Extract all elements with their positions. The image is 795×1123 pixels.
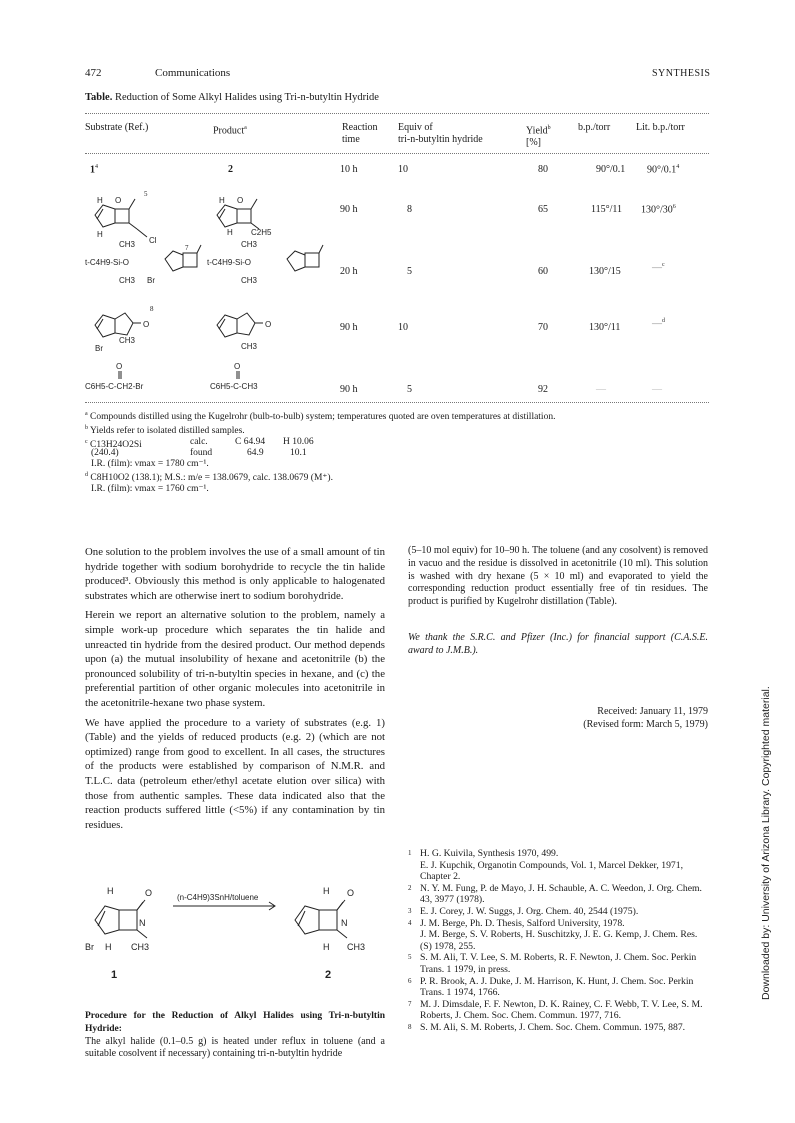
svg-text:CH3: CH3	[131, 942, 150, 952]
svg-text:H: H	[105, 942, 112, 952]
cell-yield: 70	[538, 322, 548, 333]
cell-lit	[652, 318, 665, 329]
cell-yield: 92	[538, 384, 548, 395]
reference-item	[408, 860, 708, 883]
col-product	[213, 122, 247, 137]
scheme-compound-2	[295, 900, 347, 938]
ref-sup-row3: 7	[185, 244, 189, 252]
section-title: Communications	[155, 67, 231, 79]
references	[408, 848, 708, 1034]
col-bp: b.p./torr	[578, 122, 611, 133]
row2-h-top: H	[97, 196, 103, 205]
cell-lit	[641, 204, 676, 215]
col-reaction-time-l2: time	[342, 134, 360, 145]
row2p-h-top: H	[219, 196, 225, 205]
table-bottom-rule	[85, 402, 709, 403]
procedure-title: Procedure for the Reduction of Alkyl Halides using Tri-n-butyltin Hydride:	[85, 1011, 385, 1034]
cell-time: 20 h	[340, 266, 358, 277]
product-row3-structure	[287, 245, 323, 271]
cell-substrate	[90, 164, 98, 175]
table-footnotes	[85, 409, 705, 495]
svg-text:O: O	[145, 888, 153, 898]
row3-ch3-bottom: CH3	[119, 276, 136, 285]
reference-text: J. M. Berge, S. V. Roberts, H. Suschitzky, J. E. G. Kemp, J. Chem. Res. (S) 1978, 255.	[420, 929, 698, 952]
svg-text:O: O	[347, 888, 355, 898]
row5p-o: O	[234, 362, 241, 371]
col-product-sup: a	[244, 125, 247, 131]
table-header-rule	[85, 153, 709, 154]
right-column-paragraph: (5–10 mol equiv) for 10–90 h. The toluene (and any cosolvent) is removed in vacuo and the residue is dissolved in acetonitrile (10 ml). This solution is washed with dry hexane (5 × 10 ml) and evaporated to yield the corresponding reduction product essentially free of tin residues. The product is purified by Kugelrohr distillation (Table).	[408, 545, 708, 608]
cell-time: 10 h	[340, 164, 358, 175]
reference-number: 8	[408, 1022, 412, 1031]
left-column	[85, 545, 385, 832]
acknowledgement: We thank the S.R.C. and Pfizer (Inc.) for financial support (C.A.S.E. award to J.M.B.).	[408, 632, 708, 656]
svg-text:H: H	[107, 886, 114, 896]
footnote-b-text: Yields refer to isolated distilled samples.	[90, 426, 245, 437]
scheme-label-1: 1	[111, 969, 118, 981]
journal-name: SYNTHESIS	[652, 68, 711, 79]
row4-br: Br	[95, 344, 103, 353]
cell-bp: 90°/0.1	[596, 164, 626, 175]
lit-value: 90°/0.1	[647, 164, 677, 176]
reference-item	[408, 1022, 708, 1034]
reference-item	[408, 976, 708, 999]
row3-br: Br	[147, 276, 155, 285]
row2p-c2h5: C2H5	[251, 228, 272, 237]
footnote-a: $^a$ Compounds distilled using the Kugelrohr (bulb-to-bulb) system; temperatures quoted are oven temperatures at distillation.	[85, 411, 556, 423]
reference-number	[408, 929, 420, 952]
footnote-c-calc-h: H 10.06	[283, 437, 314, 448]
ref-sup-row2: 5	[144, 190, 148, 198]
cell-yield: 80	[538, 164, 548, 175]
reference-number: 5	[408, 953, 412, 962]
reference-number: 4	[408, 918, 412, 927]
footnote-c-calc-c: C 64.94	[235, 437, 266, 448]
cell-time: 90 h	[340, 322, 358, 333]
col-yield-l2: [%]	[526, 137, 541, 149]
footnote-c-ir: I.R. (film): νmax = 1780 cm⁻¹.	[91, 459, 209, 470]
cell-bp: —	[596, 384, 606, 395]
col-substrate: Substrate (Ref.)	[85, 122, 149, 133]
row2-cl: Cl	[149, 236, 157, 245]
reference-number	[408, 860, 420, 883]
cell-equiv: 10	[398, 164, 408, 175]
substrate-row3-structure	[165, 245, 201, 271]
cell-bp: 130°/11	[589, 322, 621, 333]
table-top-rule	[85, 113, 709, 114]
col-reaction-time-l1: Reaction	[342, 122, 378, 133]
reference-text: E. J. Kupchik, Organotin Compounds, Vol. 1, Marcel Dekker, 1971, Chapter 2.	[420, 859, 684, 883]
cell-equiv: 5	[407, 266, 412, 277]
row4p-o: O	[265, 320, 272, 329]
row2p-h-bottom: H	[227, 228, 233, 237]
lit-ref: 6	[672, 204, 676, 210]
reference-item	[408, 952, 708, 975]
reference-text: H. G. Kuivila, Synthesis 1970, 499.	[420, 848, 559, 859]
reference-number: 1	[408, 849, 412, 857]
col-yield-sup: b	[547, 125, 551, 131]
row5-product: C6H5-C-CH3	[210, 382, 258, 391]
col-yield	[526, 122, 551, 149]
reference-number: 2	[408, 883, 412, 892]
page-number: 472	[85, 67, 102, 79]
row2-h-bottom: H	[97, 230, 103, 239]
footnote-c-calc-label: calc.	[190, 437, 208, 448]
paragraph-1: One solution to the problem involves the use of a small amount of tin hydride together with sodium borohydride to recycle the tin halide produced³. Obviously this method is only applicable to halogenated substrates which are otherwise inert to sodium borohydride.	[85, 546, 385, 602]
table-structures	[85, 185, 365, 405]
cell-lit	[647, 164, 679, 175]
row3p-ch3-bottom: CH3	[241, 276, 258, 285]
table-caption	[85, 92, 379, 103]
svg-text:N: N	[341, 918, 348, 928]
footnote-c-found-h: 10.1	[290, 448, 307, 459]
substrate-row4-structure	[95, 313, 141, 337]
cell-equiv: 5	[407, 384, 412, 395]
reference-text: N. Y. M. Fung, P. de Mayo, J. H. Schauble, A. C. Weedon, J. Org. Chem. 43, 3977 (1978).	[420, 882, 702, 906]
col-yield-l1: Yield	[526, 125, 548, 137]
footnote-c-analysis: $^c$ C13H24O2Si calc. C 64.94 H 10.06 (240.4) found 64.9 10.1	[85, 437, 314, 459]
row2-o: O	[115, 196, 122, 205]
cell-product: 2	[228, 164, 233, 175]
procedure-section	[85, 1010, 385, 1061]
footnote-c-found-c: 64.9	[247, 448, 264, 459]
col-lit-bp: Lit. b.p./torr	[636, 122, 685, 133]
substrate-number: 1	[90, 164, 95, 176]
reference-text: S. M. Ali, T. V. Lee, S. M. Roberts, R. F. Newton, J. Chem. Soc. Perkin Trans. 1 1979, in press.	[420, 952, 697, 975]
lit-ref: 4	[676, 164, 680, 170]
col-equiv-l1: Equiv of	[398, 122, 433, 133]
cell-bp: 130°/15	[589, 266, 621, 277]
row4-ch3: CH3	[119, 336, 136, 345]
scheme-label-2: 2	[325, 969, 332, 981]
footnote-c-found-label: found	[190, 448, 213, 459]
ref-sup-row4: 8	[150, 305, 154, 313]
lit-ref: d	[662, 318, 665, 324]
cell-lit: —	[652, 384, 662, 395]
reference-text: S. M. Ali, S. M. Roberts, J. Chem. Soc. Chem. Commun. 1975, 887.	[420, 1021, 686, 1033]
download-watermark: Downloaded by: University of Arizona Library. Copyrighted material.	[760, 686, 772, 1000]
reaction-scheme	[85, 880, 390, 995]
col-reaction-time	[342, 122, 378, 146]
footnote-c-mw: (240.4)	[91, 448, 119, 459]
cell-time: 90 h	[340, 204, 358, 215]
col-equiv	[398, 122, 483, 146]
table-caption-text: Reduction of Some Alkyl Halides using Tri-n-butyltin Hydride	[114, 92, 379, 103]
paragraph-3: We have applied the procedure to a variety of substrates (e.g. 1) (Table) and the yields of reduced products (e.g. 2) (which are not optimized) range from good to excellent. In all cases, the structures of the products were established by comparison of N.M.R. and T.L.C. data (petroleum ether/ethyl acetate elution over silica) with those from authentic samples. These data indicated also that the reaction products suffered little (<5%) if any contamination by tin residues.	[85, 716, 385, 831]
row5-o: O	[116, 362, 123, 371]
cell-bp: 115°/11	[591, 204, 623, 215]
reference-text: J. M. Berge, Ph. D. Thesis, Salford University, 1978.	[420, 917, 625, 929]
scheme-reagent: (n-C4H9)3SnH/toluene	[177, 893, 259, 902]
row3-ch3-top: CH3	[119, 240, 136, 249]
procedure-text: The alkyl halide (0.1–0.5 g) is heated under reflux in toluene (and a suitable cosolvent if necessary) containing tri-n-butyltin hydride	[85, 1035, 385, 1060]
paragraph-2: Herein we report an alternative solution to the problem, namely a simple work-up procedure which separates the tin halide and unreacted tin hydride from the desired product. Our method depends upon (a) the mutual insolubility of hexane and acetonitrile (b) the pronounced solubility of tri-n-butyltin species in hexane, and (c) the preferential partition of other organic molecules into acetonitrile in the acetonitrile-hexane two phase system.	[85, 609, 385, 709]
footnote-c-formula: C13H24O2Si	[90, 440, 142, 451]
row4-o: O	[143, 320, 150, 329]
lit-value: —	[652, 262, 662, 274]
reference-item	[408, 918, 708, 930]
reference-item	[408, 999, 708, 1022]
product-row4-structure	[217, 313, 263, 337]
cell-equiv: 8	[407, 204, 412, 215]
svg-text:CH3: CH3	[347, 942, 366, 952]
svg-text:H: H	[323, 942, 330, 952]
row5-substrate: C6H5-C-CH2-Br	[85, 382, 144, 391]
reference-item	[408, 906, 708, 918]
substrate-ref: 4	[95, 164, 98, 170]
col-equiv-l2: tri-n-butyltin hydride	[398, 134, 483, 145]
received-dates	[560, 705, 708, 731]
svg-text:Br: Br	[85, 942, 94, 952]
reference-number: 3	[408, 906, 412, 915]
reference-text: P. R. Brook, A. J. Duke, J. M. Harrison, K. Hunt, J. Chem. Soc. Perkin Trans. 1 1974, 1766.	[420, 975, 694, 999]
received-date: Received: January 11, 1979	[597, 706, 708, 717]
cell-time: 90 h	[340, 384, 358, 395]
footnote-a-text: Compounds distilled using the Kugelrohr (bulb-to-bulb) system; temperatures quoted are oven temperatures at distillation.	[90, 412, 556, 423]
row3-tbu: t-C4H9-Si-O	[85, 258, 130, 267]
revised-date: (Revised form: March 5, 1979)	[583, 719, 708, 730]
footnote-d: $^d$ C8H10O2 (138.1); M.S.: m/e = 138.0679, calc. 138.0679 (M⁺).	[85, 472, 333, 484]
table-caption-label: Table.	[85, 92, 113, 103]
row2p-o: O	[237, 196, 244, 205]
row3p-ch3-top: CH3	[241, 240, 258, 249]
col-product-label: Product	[213, 125, 245, 137]
svg-text:H: H	[323, 886, 330, 896]
cell-lit	[652, 262, 665, 273]
lit-ref: c	[662, 262, 665, 268]
footnote-d-text: C8H10O2 (138.1); M.S.: m/e = 138.0679, calc. 138.0679 (M⁺).	[90, 473, 333, 484]
footnote-d-ir: I.R. (film): νmax = 1760 cm⁻¹.	[91, 484, 209, 495]
reference-number: 6	[408, 976, 412, 985]
reference-text: M. J. Dimsdale, F. F. Newton, D. K. Rainey, C. F. Webb, T. V. Lee, S. M. Roberts, J. Chem. Soc. Chem. Commun. 1977, 716.	[420, 998, 703, 1022]
cell-equiv: 10	[398, 322, 408, 333]
reference-text: E. J. Corey, J. W. Suggs, J. Org. Chem. 40, 2544 (1975).	[420, 905, 639, 917]
lit-value: 130°/30	[641, 204, 673, 216]
row3p-tbu: t-C4H9-Si-O	[207, 258, 252, 267]
lit-value: —	[652, 318, 662, 330]
row4p-ch3: CH3	[241, 342, 258, 351]
reference-item	[408, 848, 708, 860]
reference-number: 7	[408, 999, 412, 1008]
cell-yield: 60	[538, 266, 548, 277]
svg-text:N: N	[139, 918, 146, 928]
footnote-b: $^b$ Yields refer to isolated distilled samples.	[85, 425, 245, 437]
reference-item	[408, 883, 708, 906]
reference-item	[408, 929, 708, 952]
cell-yield: 65	[538, 204, 548, 215]
